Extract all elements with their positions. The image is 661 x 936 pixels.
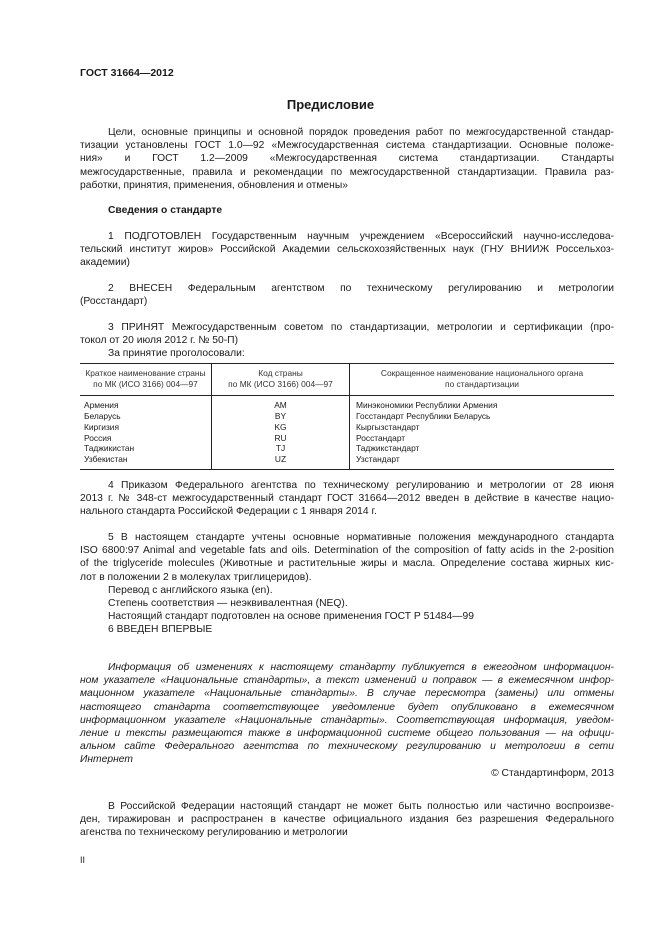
column-header-standards-body: Сокращенное наименование национального органа по стандартизации (350, 364, 615, 396)
basis-note: Настоящий стандарт подготовлен на основе применения ГОСТ Р 51484—99 (108, 611, 474, 623)
standards-body-cell: Таджикстандарт (356, 443, 420, 454)
country-cell: Киргизия (84, 421, 120, 432)
item-1-paragraph (80, 230, 614, 270)
intro-line: тизации установлены ГОСТ 1.0—92 «Межгосударственная система стандартизации. Основные положе- (80, 140, 614, 152)
item-1-line: академии) (80, 257, 130, 269)
item-1-line: 1 ПОДГОТОВЛЕН Государственным научным учреждением «Всероссийский научно-исследова- (108, 231, 614, 242)
code-cell: AM (212, 395, 350, 410)
item-4-line: нального стандарта Российской Федерации с 1 января 2014 г. (80, 506, 377, 518)
table-row (80, 433, 614, 444)
item-4-paragraph (80, 479, 614, 519)
info-line: ление и тексты размещаются также в информационной системе общего пользования — на офици- (80, 728, 614, 740)
standards-body-cell: Кыргызстандарт (356, 421, 420, 432)
country-cell: Армения (84, 399, 119, 410)
code-cell: KG (212, 422, 350, 433)
item-3-line: токол от 20 июля 2012 г. № 50-П) (80, 335, 239, 347)
intro-line: Цели, основные принципы и основной порядок проведения работ по межгосударственной стандар- (108, 127, 614, 138)
table-row (80, 395, 614, 410)
item-5-line: лот в положении 2 в молекулах триглицеридов). (80, 571, 312, 583)
table-row (80, 422, 614, 433)
country-cell: Беларусь (84, 410, 121, 421)
country-cell: Узбекистан (80, 454, 212, 469)
voting-countries-table (80, 363, 614, 470)
table-header-row (80, 364, 614, 396)
intro-line: ния» и ГОСТ 1.2—2009 «Межгосударственная система стандартизации. Стандарты (80, 153, 614, 165)
standards-body-cell: Узстандарт (350, 454, 615, 469)
code-cell: UZ (212, 454, 350, 469)
column-header-code: Код страны по МК (ИСО 3166) 004—97 (212, 364, 350, 396)
table-row (80, 454, 614, 469)
voted-caption: За принятие проголосовали: (108, 348, 245, 360)
info-line: Информация об изменениях к настоящему стандарту публикуется в ежегодном информацион- (108, 662, 614, 673)
intro-line: работки, принятия, применения, обновления и отмены» (80, 179, 348, 191)
info-line: информационном указателе «Национальные стандарты». Соответствующая информация, уведом- (80, 714, 614, 726)
changes-info-notice (80, 661, 614, 767)
document-code-header: ГОСТ 31664—2012 (80, 67, 174, 79)
item-2-line: (Росстандарт) (80, 296, 148, 308)
intro-paragraph (80, 126, 614, 192)
info-line: альном сайте Федерального агентства по техническому регулированию и метрологии в сети (80, 741, 614, 753)
page-title: Предисловие (286, 97, 375, 112)
rights-line: агенства по техническому регулированию и метрологии (80, 827, 348, 839)
code-cell: TJ (212, 443, 350, 454)
item-5-line: 5 В настоящем стандарте учтены основные нормативные положения международного стандарта (108, 532, 614, 543)
info-line: мационном указателе «Национальные стандарты». В случае пересмотра (замены) или отмены (80, 688, 614, 700)
item-4-line: 2013 г. № 348-ст межгосударственный стандарт ГОСТ 31664—2012 введен в действие в качестве нацио- (80, 493, 614, 505)
conformity-note: Степень соответствия — неэквивалентная (NEQ). (108, 598, 348, 610)
page-number: II (80, 855, 86, 865)
rights-line: ден, тиражирован и распространен в качестве официального издания без разрешения Федерального (80, 814, 614, 826)
rights-line: В Российской Федерации настоящий стандарт не может быть полностью или частично воспроизве- (108, 801, 614, 812)
translation-note: Перевод с английского языка (en). (108, 584, 273, 596)
item-5-line: of the triglyceride molecules (Животные и растительные жиры и масла. Определение состава жирных кис- (80, 558, 614, 570)
standards-body-cell: Госстандарт Республики Беларусь (356, 410, 491, 421)
item-3-paragraph (80, 321, 614, 361)
info-line: ном указателе «Национальные стандарты», а текст изменений и поправок — в ежемесячном инфор- (80, 675, 614, 687)
rights-notice (80, 800, 614, 840)
country-cell: Россия (84, 432, 112, 443)
item-1-line: тельский институт жиров» Российской Академии сельскохозяйственных наук (ГНУ ВНИИЖ Россельхоз- (80, 244, 614, 256)
copyright-line: © Стандартинформ, 2013 (491, 768, 614, 779)
table-row (80, 443, 614, 454)
item-5-paragraph (80, 531, 614, 637)
item-6-line: 6 ВВЕДЕН ВПЕРВЫЕ (108, 624, 213, 636)
about-standard-heading: Сведения о стандарте (108, 205, 223, 216)
code-cell: BY (212, 411, 350, 422)
item-3-line: 3 ПРИНЯТ Межгосударственным советом по стандартизации, метрологии и сертификации (про- (108, 322, 614, 333)
standards-body-cell: Росстандарт (356, 432, 406, 443)
table-row (80, 411, 614, 422)
standards-body-cell: Минэкономики Республики Армения (356, 399, 498, 410)
intro-line: межгосударственные, правила и рекомендации по межгосударственной стандартизации. Правила раз- (80, 166, 614, 178)
country-cell: Таджикистан (84, 443, 135, 454)
info-line: настоящего стандарта соответствующее уведомление будет опубликовано в ежемесячном (80, 701, 614, 713)
item-2-paragraph (80, 282, 614, 308)
code-cell: RU (212, 433, 350, 444)
column-header-country: Краткое наименование страны по МК (ИСО 3166) 004—97 (80, 364, 212, 396)
item-5-line: ISO 6800:97 Animal and vegetable fats and oils. Determination of the composition of fatty acids in the 2-position (80, 545, 614, 557)
item-2-line: 2 ВНЕСЕН Федеральным агентством по техническому регулированию и метрологии (108, 283, 614, 294)
item-4-line: 4 Приказом Федерального агентства по техническому регулированию и метрологии от 28 июня (108, 480, 614, 491)
info-line: Интернет (80, 754, 133, 766)
